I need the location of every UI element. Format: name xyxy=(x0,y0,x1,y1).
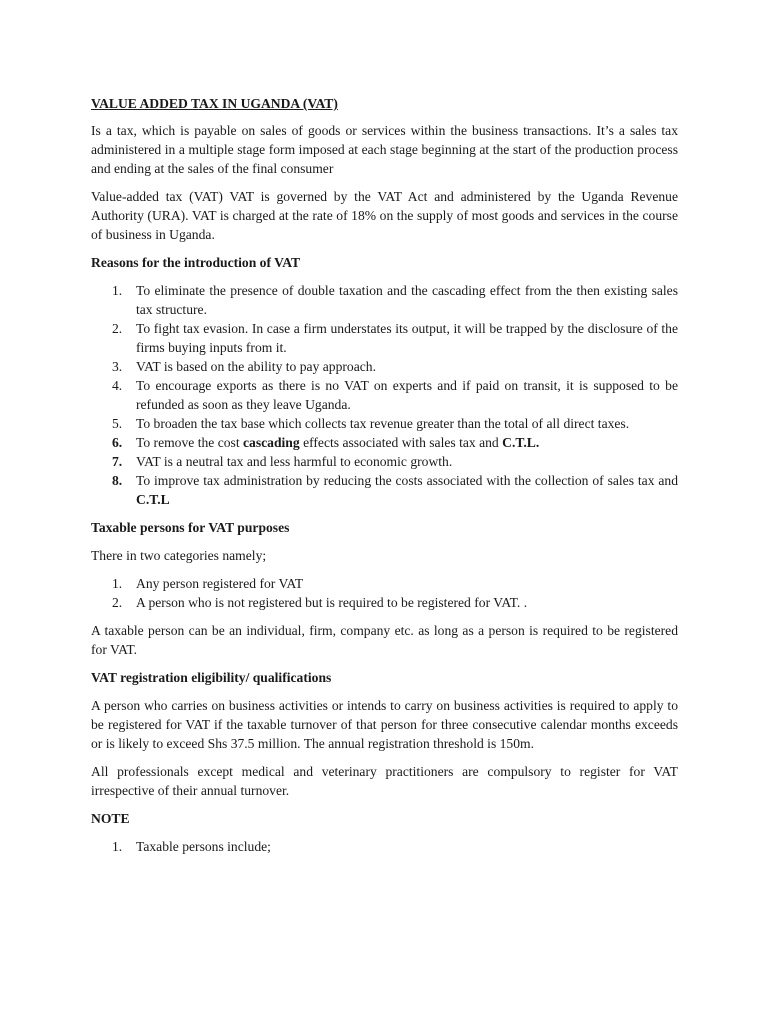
eligibility-paragraph-1: A person who carries on business activities or intends to carry on business activities is required to apply to be registered for VAT if the taxable turnover of that person for three consecutive calendar months exceeds or is likely to exceed Shs 37.5 million. The annual registration threshold is 150m. xyxy=(91,698,678,751)
intro-paragraph-1: Is a tax, which is payable on sales of goods or services within the business transactions. It’s a sales tax administered in a multiple stage form imposed at each stage beginning at the start of the production process and ending at the sales of the final consumer xyxy=(91,123,678,176)
list-item-text: Taxable persons include; xyxy=(136,839,271,854)
taxable-lead: There in two categories namely; xyxy=(91,548,267,563)
note-list xyxy=(91,837,678,856)
list-number: 7. xyxy=(112,454,123,469)
list-number: 2. xyxy=(112,321,123,336)
list-item-text: A person who is not registered but is required to be registered for VAT. . xyxy=(136,595,528,610)
list-number: 4. xyxy=(112,378,123,393)
taxable-after-paragraph: A taxable person can be an individual, firm, company etc. as long as a person is required to be registered for VAT. xyxy=(91,623,678,657)
intro-paragraph-2: Value-added tax (VAT) VAT is governed by the VAT Act and administered by the Uganda Revenue Authority (URA). VAT is charged at the rate of 18% on the supply of most goods and services in the course of business in Uganda. xyxy=(91,189,678,242)
list-item xyxy=(91,574,678,593)
list-item xyxy=(91,593,678,612)
list-item-text: To fight tax evasion. In case a firm understates its output, it will be trapped by the disclosure of the firms buying inputs from it. xyxy=(136,321,678,355)
list-item-text: VAT is a neutral tax and less harmful to economic growth. xyxy=(136,454,453,469)
list-item-text: To encourage exports as there is no VAT on experts and if paid on transit, it is supposed to be refunded as soon as they leave Uganda. xyxy=(136,378,678,412)
bold-term: C.T.L xyxy=(136,492,170,507)
list-item xyxy=(91,452,678,471)
list-item xyxy=(91,376,678,414)
list-item-text: To remove the cost xyxy=(136,435,244,450)
list-number: 3. xyxy=(112,359,123,374)
list-number: 2. xyxy=(112,595,123,610)
eligibility-heading: VAT registration eligibility/ qualifications xyxy=(91,670,332,685)
list-item-text: To improve tax administration by reducing the costs associated with the collection of sales tax and xyxy=(136,473,678,488)
taxable-persons-heading: Taxable persons for VAT purposes xyxy=(91,520,290,535)
list-number: 1. xyxy=(112,283,123,298)
reasons-heading: Reasons for the introduction of VAT xyxy=(91,255,301,270)
list-item xyxy=(91,414,678,433)
list-item-text: VAT is based on the ability to pay approach. xyxy=(136,359,376,374)
list-item-text: effects associated with sales tax and xyxy=(299,435,503,450)
list-item xyxy=(91,281,678,319)
document-title: VALUE ADDED TAX IN UGANDA (VAT) xyxy=(91,96,338,111)
list-number: 6. xyxy=(112,435,123,450)
list-number: 5. xyxy=(112,416,123,431)
bold-term: cascading xyxy=(243,435,300,450)
bold-term: C.T.L. xyxy=(502,435,540,450)
list-number: 1. xyxy=(112,576,123,591)
list-item-text: To eliminate the presence of double taxation and the cascading effect from the then existing sales tax structure. xyxy=(136,283,678,317)
list-item xyxy=(91,433,678,452)
list-item xyxy=(91,319,678,357)
list-number: 8. xyxy=(112,473,123,488)
list-item xyxy=(91,471,678,509)
list-number: 1. xyxy=(112,839,123,854)
note-heading: NOTE xyxy=(91,811,130,826)
taxable-list xyxy=(91,574,678,612)
reasons-list xyxy=(91,281,678,509)
list-item-text: Any person registered for VAT xyxy=(136,576,304,591)
list-item xyxy=(91,837,678,856)
list-item-text: To broaden the tax base which collects tax revenue greater than the total of all direct taxes. xyxy=(136,416,630,431)
eligibility-paragraph-2: All professionals except medical and veterinary practitioners are compulsory to register for VAT irrespective of their annual turnover. xyxy=(91,764,678,798)
list-item xyxy=(91,357,678,376)
